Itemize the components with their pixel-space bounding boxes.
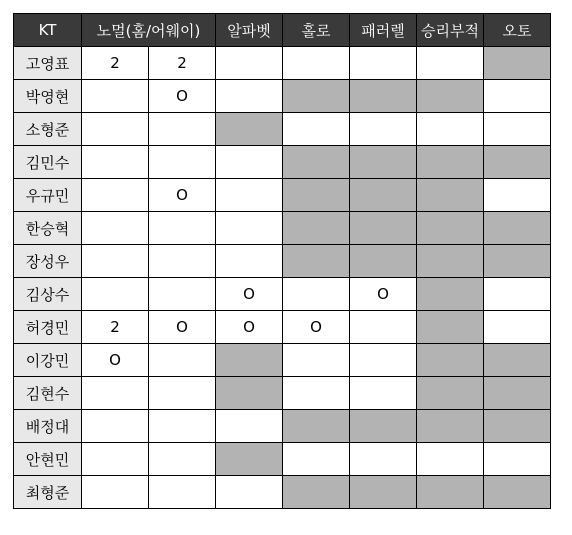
table-cell (417, 311, 484, 344)
player-name: 허경민 (14, 311, 82, 344)
table-row (14, 80, 551, 113)
table-cell: 2 (82, 47, 149, 80)
table-cell (149, 212, 216, 245)
table-cell (149, 476, 216, 509)
table-cell (283, 377, 350, 410)
player-name: 박영현 (14, 80, 82, 113)
table-cell (216, 113, 283, 146)
table-cell (350, 245, 417, 278)
table-cell: O (216, 278, 283, 311)
header-victory-charm: 승리부적 (417, 14, 484, 47)
table-cell (82, 212, 149, 245)
table-row (14, 443, 551, 476)
table-cell (149, 245, 216, 278)
table-cell (484, 278, 551, 311)
table-cell (283, 212, 350, 245)
table-cell (417, 179, 484, 212)
table-row (14, 47, 551, 80)
table-cell (82, 476, 149, 509)
table-cell (350, 344, 417, 377)
table-cell: O (350, 278, 417, 311)
table-cell (149, 410, 216, 443)
table-cell: 2 (82, 311, 149, 344)
table-cell (350, 212, 417, 245)
table-cell (216, 245, 283, 278)
table-row (14, 278, 551, 311)
table-body (14, 47, 551, 509)
table-cell (350, 179, 417, 212)
table-cell: O (283, 311, 350, 344)
player-name: 김현수 (14, 377, 82, 410)
header-team: KT (14, 14, 82, 47)
table-cell (149, 377, 216, 410)
table-cell (484, 476, 551, 509)
table-cell (283, 278, 350, 311)
checklist-table-wrapper (13, 13, 551, 509)
table-cell (216, 146, 283, 179)
table-cell (350, 146, 417, 179)
table-cell (350, 443, 417, 476)
table-cell (417, 47, 484, 80)
table-cell (484, 80, 551, 113)
table-cell (417, 410, 484, 443)
table-cell (484, 410, 551, 443)
table-cell (82, 410, 149, 443)
player-name: 배정대 (14, 410, 82, 443)
table-cell (82, 113, 149, 146)
table-cell (484, 146, 551, 179)
table-cell (283, 113, 350, 146)
checklist-table (13, 13, 551, 509)
table-cell (216, 212, 283, 245)
table-cell (82, 443, 149, 476)
player-name: 안현민 (14, 443, 82, 476)
table-cell (417, 278, 484, 311)
table-cell (82, 146, 149, 179)
table-cell (149, 443, 216, 476)
table-cell (216, 476, 283, 509)
table-cell (484, 179, 551, 212)
table-cell (216, 179, 283, 212)
table-cell (417, 476, 484, 509)
table-row (14, 476, 551, 509)
table-cell: O (149, 311, 216, 344)
header-parallel: 패러렐 (350, 14, 417, 47)
table-cell: 2 (149, 47, 216, 80)
table-cell: O (82, 344, 149, 377)
table-cell (82, 80, 149, 113)
player-name: 김민수 (14, 146, 82, 179)
table-cell (149, 278, 216, 311)
player-name: 소형준 (14, 113, 82, 146)
table-cell (350, 410, 417, 443)
table-cell (82, 179, 149, 212)
table-cell (216, 47, 283, 80)
table-cell (484, 113, 551, 146)
player-name: 장성우 (14, 245, 82, 278)
table-row (14, 311, 551, 344)
table-cell (350, 80, 417, 113)
table-cell (350, 113, 417, 146)
table-cell (350, 47, 417, 80)
table-cell: O (149, 80, 216, 113)
table-cell (484, 47, 551, 80)
table-row (14, 113, 551, 146)
table-row (14, 344, 551, 377)
player-name: 우규민 (14, 179, 82, 212)
table-row (14, 212, 551, 245)
table-cell (350, 377, 417, 410)
table-cell (484, 344, 551, 377)
table-row (14, 179, 551, 212)
table-row (14, 377, 551, 410)
table-cell: O (149, 179, 216, 212)
table-cell (417, 443, 484, 476)
table-cell (149, 113, 216, 146)
table-cell (484, 212, 551, 245)
table-cell (82, 245, 149, 278)
table-cell (283, 179, 350, 212)
header-alphabet: 알파벳 (216, 14, 283, 47)
table-cell (283, 146, 350, 179)
table-cell (283, 80, 350, 113)
table-cell (417, 146, 484, 179)
player-name: 고영표 (14, 47, 82, 80)
player-name: 이강민 (14, 344, 82, 377)
table-cell (350, 311, 417, 344)
table-cell (283, 344, 350, 377)
table-cell (216, 80, 283, 113)
table-row (14, 146, 551, 179)
table-cell (484, 245, 551, 278)
table-cell: O (216, 311, 283, 344)
table-cell (216, 443, 283, 476)
table-cell (417, 344, 484, 377)
table-cell (417, 377, 484, 410)
table-cell (417, 212, 484, 245)
header-row (14, 14, 551, 47)
player-name: 최형준 (14, 476, 82, 509)
table-cell (283, 476, 350, 509)
table-cell (283, 245, 350, 278)
table-cell (216, 410, 283, 443)
table-row (14, 245, 551, 278)
header-auto: 오토 (484, 14, 551, 47)
table-cell (484, 311, 551, 344)
table-cell (283, 443, 350, 476)
table-cell (82, 278, 149, 311)
table-cell (82, 377, 149, 410)
table-cell (216, 377, 283, 410)
table-cell (484, 377, 551, 410)
table-cell (417, 245, 484, 278)
table-row (14, 410, 551, 443)
player-name: 김상수 (14, 278, 82, 311)
table-cell (350, 476, 417, 509)
table-cell (283, 47, 350, 80)
header-normal: 노멀(홈/어웨이) (82, 14, 216, 47)
table-cell (417, 80, 484, 113)
player-name: 한승혁 (14, 212, 82, 245)
table-cell (283, 410, 350, 443)
table-cell (149, 344, 216, 377)
table-cell (484, 443, 551, 476)
table-cell (216, 344, 283, 377)
table-cell (149, 146, 216, 179)
table-cell (417, 113, 484, 146)
header-holo: 홀로 (283, 14, 350, 47)
